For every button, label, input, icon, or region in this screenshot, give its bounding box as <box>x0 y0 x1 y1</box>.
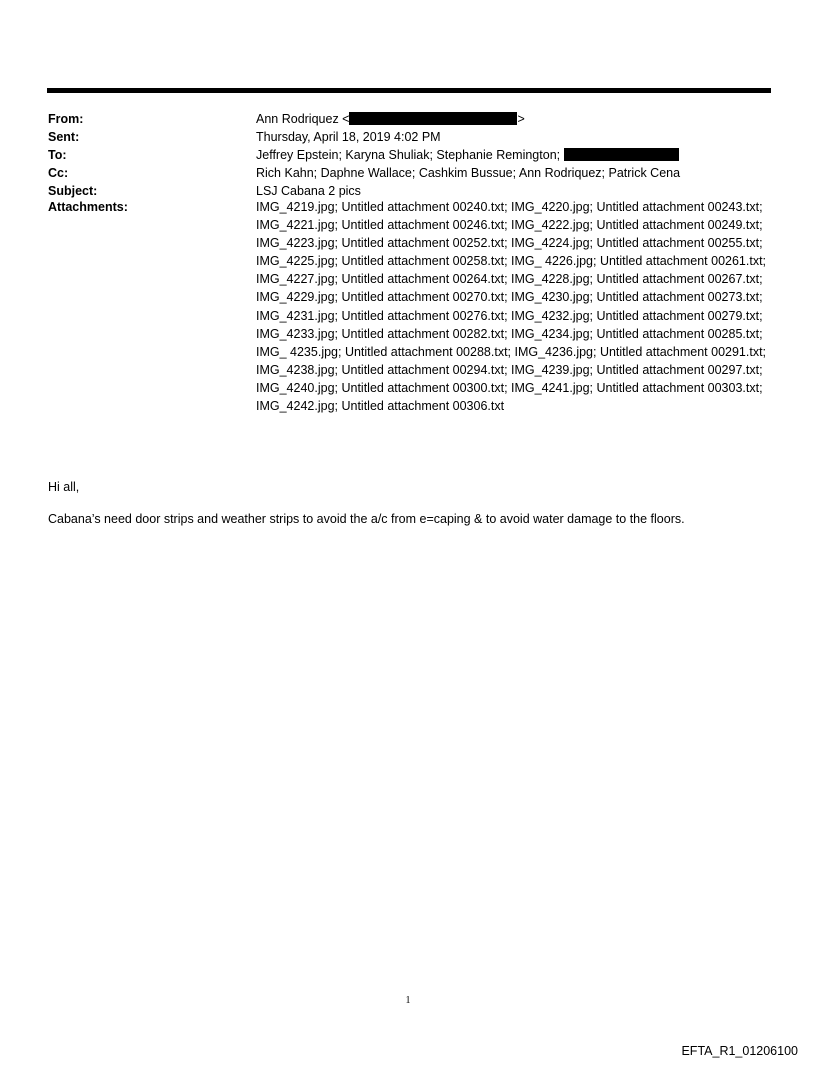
from-value <box>256 110 772 128</box>
header-divider <box>47 88 771 93</box>
to-label: To: <box>48 148 67 162</box>
attachments-label: Attachments: <box>48 200 128 214</box>
greeting: Hi all, <box>48 480 80 494</box>
redaction-block <box>564 148 679 161</box>
from-bracket: > <box>517 112 525 126</box>
sent-value: Thursday, April 18, 2019 4:02 PM <box>256 130 441 144</box>
to-value <box>256 146 772 164</box>
sent-label: Sent: <box>48 130 80 144</box>
from-name: Ann Rodriquez < <box>256 112 350 126</box>
bates-number: EFTA_R1_01206100 <box>681 1044 798 1058</box>
attachments-value: IMG_4219.jpg; Untitled attachment 00240.txt; IMG_4220.jpg; Untitled attachment 00243.txt; IMG_4221.jpg; Untitled attachment 00246.txt; IMG_4222.jpg; Untitled attachment 00249.txt; IMG_4223.jpg; Untitled attachment 00252.txt; IMG_4224.jpg; Untitled attachment 00255.txt; IMG_4225.jpg; Untitled attachment 00258.txt; IMG_ 4226.jpg; Untitled attachment 00261.txt; IMG_4227.jpg; Untitled attachment 00264.txt; IMG_4228.jpg; Untitled attachment 00267.txt; IMG_4229.jpg; Untitled attachment 00270.txt; IMG_4230.jpg; Untitled attachment 00273.txt; IMG_4231.jpg; Untitled attachment 00276.txt; IMG_4232.jpg; Untitled attachment 00279.txt; IMG_4233.jpg; Untitled attachment 00282.txt; IMG_4234.jpg; Untitled attachment 00285.txt; IMG_ 4235.jpg; Untitled attachment 00288.txt; IMG_4236.jpg; Untitled attachment 00291.txt; IMG_4238.jpg; Untitled attachment 00294.txt; IMG_4239.jpg; Untitled attachment 00297.txt; IMG_4240.jpg; Untitled attachment 00300.txt; IMG_4241.jpg; Untitled attachment 00303.txt; IMG_4242.jpg; Untitled attachment 00306.txt <box>256 200 767 414</box>
page-number: 1 <box>405 995 411 1006</box>
subject-value: LSJ Cabana 2 pics <box>256 184 361 198</box>
subject-label: Subject: <box>48 184 98 198</box>
message-body: Cabana’s need door strips and weather strips to avoid the a/c from e=caping & to avoid water damage to the floors. <box>48 512 685 526</box>
redaction-block <box>349 112 517 125</box>
cc-label: Cc: <box>48 166 69 180</box>
cc-value: Rich Kahn; Daphne Wallace; Cashkim Bussue; Ann Rodriquez; Patrick Cena <box>256 166 681 180</box>
to-recipients: Jeffrey Epstein; Karyna Shuliak; Stephanie Remington; <box>256 148 561 162</box>
from-label: From: <box>48 112 84 126</box>
